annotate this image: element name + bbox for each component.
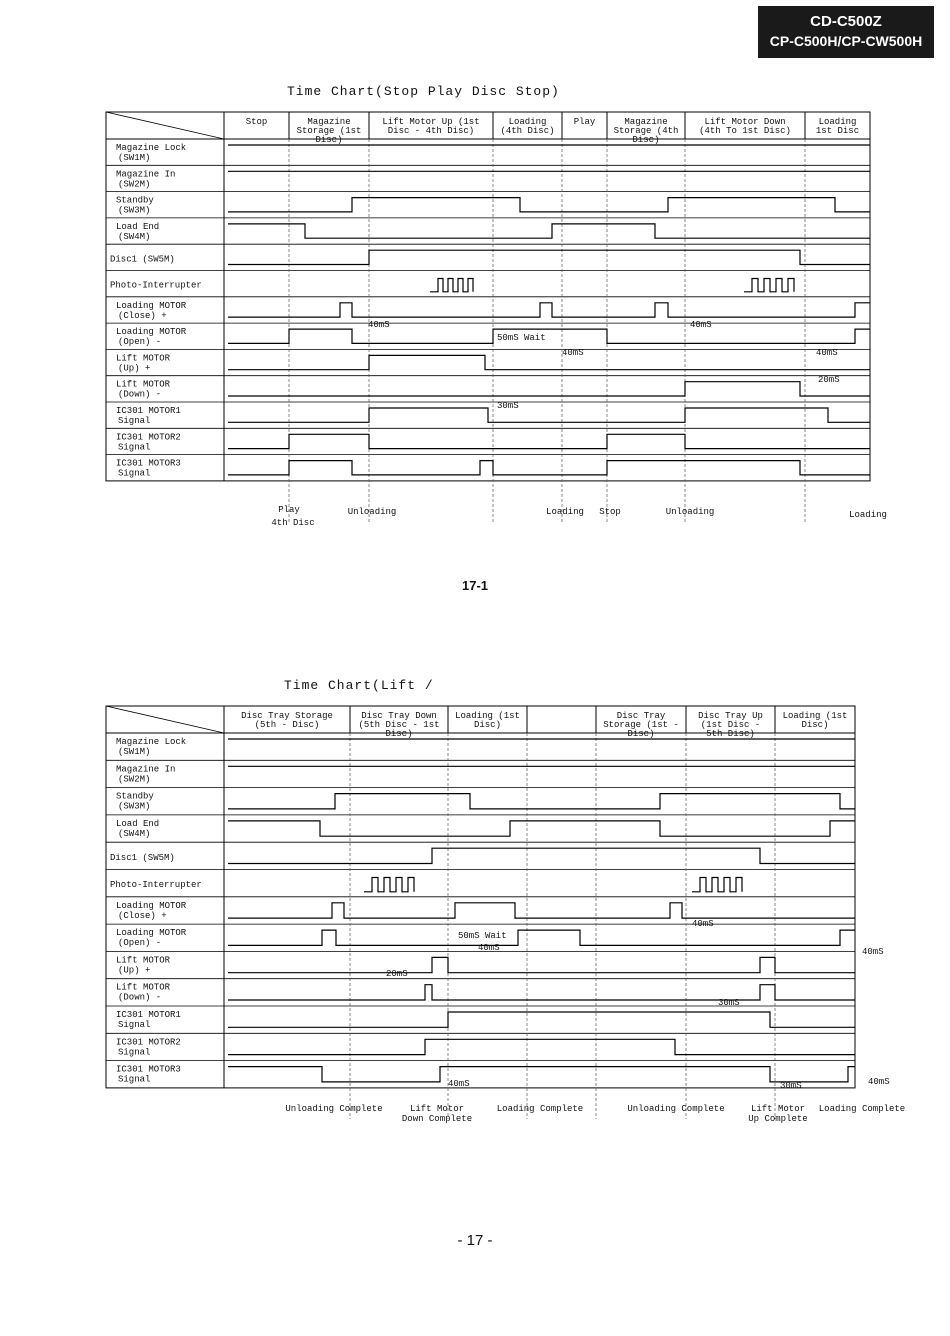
chart2-phase-label: Loading (1st Disc) bbox=[455, 711, 520, 730]
chart2-annotation-20ms: 20mS bbox=[386, 969, 408, 979]
chart2-annotation-40ms-b: 40mS bbox=[448, 1079, 470, 1089]
chart2-wave-disc1 bbox=[228, 848, 855, 863]
chart2-wave-photo-interrupter-a bbox=[364, 878, 414, 892]
chart2-signal-label: Lift MOTOR bbox=[116, 982, 171, 993]
chart1-event-loading-b: Loading bbox=[849, 510, 887, 520]
figure-number: 17-1 bbox=[461, 578, 489, 593]
chart1-event-unloading-a: Unloading bbox=[347, 507, 397, 517]
chart1-signal-sub: Signal bbox=[118, 442, 151, 453]
chart1-wave-ic301-motor3 bbox=[228, 461, 870, 475]
chart1-title: Time Chart(Stop Play Disc Stop) bbox=[287, 84, 560, 99]
chart1-signal-sub: (SW2M) bbox=[118, 179, 151, 190]
chart2-event-loading-complete-b: Loading Complete bbox=[818, 1104, 906, 1114]
chart1-signal-label: Load End bbox=[116, 221, 160, 232]
chart1-signal-sub: (Open) - bbox=[118, 337, 162, 348]
chart2-annotation-30ms-a: 30mS bbox=[718, 998, 740, 1008]
chart2-signal-label: Photo-Interrupter bbox=[110, 880, 202, 891]
chart2-signal-sub: Signal bbox=[118, 1074, 151, 1085]
chart1-signal-label: Standby bbox=[116, 195, 154, 206]
chart2-signal-sub: Signal bbox=[118, 1047, 151, 1058]
chart1-wave-standby bbox=[228, 198, 870, 212]
chart2-timing-diagram bbox=[106, 706, 905, 1124]
chart1-annotation-20ms: 20mS bbox=[818, 375, 840, 385]
chart2-annotation-40ms-d: 40mS bbox=[862, 947, 884, 957]
chart2-annotation-30ms-b: 30mS bbox=[780, 1081, 802, 1091]
chart2-phase-label: Disc Tray Storage (5th - Disc) bbox=[241, 711, 333, 730]
model-line-1: CD-C500Z bbox=[810, 13, 882, 30]
chart1-signal-label: Disc1 (SW5M) bbox=[110, 254, 175, 265]
chart1-wave-load-end bbox=[228, 224, 870, 238]
chart2-phase-label: Disc Tray Up (1st Disc -5th Disc) bbox=[698, 711, 763, 739]
chart1-wave-photo-interrupter-a bbox=[430, 279, 473, 292]
chart1-phase-label: Lift Motor Down (4th To 1st Disc) bbox=[699, 117, 791, 136]
chart2-wave-load-end bbox=[228, 821, 855, 836]
chart1-event-play: Play bbox=[278, 505, 300, 515]
chart1-phase-label: Magazine Storage (1st Disc) bbox=[296, 117, 362, 145]
chart2-event-loading-complete-a: Loading Complete bbox=[496, 1104, 584, 1114]
chart1-phase-label: Loading 1st Disc bbox=[815, 117, 860, 136]
chart2-signal-label: Loading MOTOR bbox=[116, 900, 187, 911]
chart2-wave-standby bbox=[228, 794, 855, 809]
chart1-phase-label: Lift Motor Up (1st Disc - 4th Disc) bbox=[382, 117, 480, 136]
chart1-annotation-40ms-b: 40mS bbox=[562, 348, 584, 358]
chart2-event-unloading-complete-a: Unloading Complete bbox=[285, 1104, 383, 1114]
chart2-signal-label: Load End bbox=[116, 818, 160, 829]
chart2-annotation-40ms-e: 40mS bbox=[868, 1077, 890, 1087]
chart1-event-stop: Stop bbox=[599, 507, 621, 517]
chart2-signal-sub: (SW2M) bbox=[118, 774, 151, 785]
page-number: - 17 - bbox=[457, 1232, 493, 1249]
chart2-signal-label: Lift MOTOR bbox=[116, 955, 171, 966]
chart1-signal-sub: Signal bbox=[118, 468, 151, 479]
chart2-signal-label: Magazine In bbox=[116, 764, 176, 775]
chart2-phase-label: Disc Tray Down (5th Disc - 1st Disc) bbox=[358, 711, 440, 739]
chart2-event-lift-down-complete: Lift Motor Down Complete bbox=[401, 1104, 473, 1124]
chart2-signal-sub: Signal bbox=[118, 1020, 151, 1030]
chart1-annotation-40ms-c: 40mS bbox=[690, 320, 712, 330]
chart2-signal-sub: (SW1M) bbox=[118, 747, 151, 757]
chart1-corner-diagonal bbox=[106, 112, 224, 139]
chart2-annotation-40ms-a: 40mS bbox=[478, 943, 500, 953]
chart2-signal-sub: (Open) - bbox=[118, 938, 162, 949]
chart2-event-lift-up-complete: Lift Motor Up Complete bbox=[748, 1104, 808, 1124]
chart1-wave-loading-open bbox=[228, 329, 870, 343]
chart2-wave-photo-interrupter-b bbox=[692, 878, 742, 892]
chart1-signal-label: Loading MOTOR bbox=[116, 327, 187, 338]
chart1-signal-sub: (Down) - bbox=[118, 389, 162, 400]
chart1-signal-sub: (SW3M) bbox=[118, 205, 151, 216]
chart1-event-4th-disc: 4th Disc bbox=[271, 518, 315, 528]
chart1-phase-label: Play bbox=[573, 117, 596, 127]
chart1-phase-label: Stop bbox=[245, 117, 268, 127]
chart2-signal-sub: (SW3M) bbox=[118, 801, 151, 812]
chart2-signal-label: Disc1 (SW5M) bbox=[110, 852, 175, 863]
chart2-wave-lift-up bbox=[228, 957, 855, 972]
chart2-signal-sub: (SW4M) bbox=[118, 828, 151, 839]
chart1-wave-photo-interrupter-b bbox=[744, 279, 794, 292]
chart1-annotation-50ms-wait: 50mS Wait bbox=[497, 333, 546, 343]
chart2-event-unloading-complete-b: Unloading Complete bbox=[627, 1104, 725, 1114]
chart1-signal-label: Lift MOTOR bbox=[116, 379, 171, 390]
chart1-signal-label: Photo-Interrupter bbox=[110, 280, 202, 291]
chart1-signal-label: IC301 MOTOR1 bbox=[116, 406, 181, 416]
chart2-wave-loading-open bbox=[228, 930, 855, 945]
chart1-event-unloading-b: Unloading bbox=[665, 507, 715, 517]
chart2-wave-ic301-motor3 bbox=[228, 1067, 855, 1082]
chart1-annotation-30ms: 30mS bbox=[497, 401, 519, 411]
chart1-event-loading-a: Loading bbox=[546, 507, 584, 517]
chart1-timing-diagram bbox=[106, 112, 887, 528]
chart2-signal-sub: (Down) - bbox=[118, 992, 162, 1003]
chart1-signal-label: IC301 MOTOR2 bbox=[116, 432, 181, 443]
chart1-signal-label: Lift MOTOR bbox=[116, 353, 171, 364]
chart1-phase-label: Loading (4th Disc) bbox=[500, 117, 555, 136]
chart1-signal-label: Magazine In bbox=[116, 169, 176, 180]
chart1-signal-sub: Signal bbox=[118, 416, 151, 426]
chart2-signal-label: IC301 MOTOR1 bbox=[116, 1010, 181, 1020]
chart1-phase-label: Magazine Storage (4th Disc) bbox=[613, 117, 679, 145]
chart1-signal-label: Magazine Lock bbox=[116, 143, 187, 153]
chart1-annotation-40ms-a: 40mS bbox=[368, 320, 390, 330]
chart1-signal-sub: (Close) + bbox=[118, 310, 167, 321]
chart1-wave-ic301-motor2 bbox=[228, 434, 870, 448]
chart1-signal-sub: (Up) + bbox=[118, 363, 151, 374]
chart2-wave-ic301-motor2 bbox=[228, 1039, 855, 1054]
chart1-signal-sub: (SW4M) bbox=[118, 231, 151, 242]
chart1-wave-loading-close bbox=[228, 303, 870, 317]
chart2-signal-label: Standby bbox=[116, 791, 154, 802]
chart2-signal-label: Magazine Lock bbox=[116, 737, 187, 747]
chart2-phase-label: Loading (1st Disc) bbox=[782, 711, 848, 730]
chart1-signal-label: Loading MOTOR bbox=[116, 300, 187, 311]
chart2-title: Time Chart(Lift / bbox=[284, 678, 434, 693]
chart2-annotation-50ms-wait: 50mS Wait bbox=[458, 931, 507, 941]
chart2-signal-label: Loading MOTOR bbox=[116, 928, 187, 939]
chart2-wave-loading-close bbox=[228, 903, 855, 918]
chart1-wave-lift-up bbox=[228, 355, 870, 369]
chart1-signal-label: IC301 MOTOR3 bbox=[116, 458, 181, 469]
chart2-signal-label: IC301 MOTOR3 bbox=[116, 1064, 181, 1075]
chart2-phase-label: Disc Tray Storage (1st -Disc) bbox=[603, 711, 679, 739]
chart1-wave-ic301-motor1 bbox=[228, 408, 870, 422]
chart1-wave-disc1 bbox=[228, 250, 870, 264]
chart2-signal-label: IC301 MOTOR2 bbox=[116, 1037, 181, 1048]
chart1-signal-sub: (SW1M) bbox=[118, 153, 151, 163]
model-line-2: CP-C500H/CP-CW500H bbox=[769, 33, 923, 49]
chart1-wave-lift-down bbox=[228, 382, 870, 396]
chart2-wave-ic301-motor1 bbox=[228, 1012, 855, 1027]
chart2-annotation-40ms-c: 40mS bbox=[692, 919, 714, 929]
chart2-signal-sub: (Up) + bbox=[118, 965, 151, 976]
chart2-corner-diagonal bbox=[106, 706, 224, 733]
chart2-signal-sub: (Close) + bbox=[118, 910, 167, 921]
chart1-annotation-40ms-d: 40mS bbox=[816, 348, 838, 358]
chart2-wave-lift-down bbox=[228, 985, 855, 1000]
